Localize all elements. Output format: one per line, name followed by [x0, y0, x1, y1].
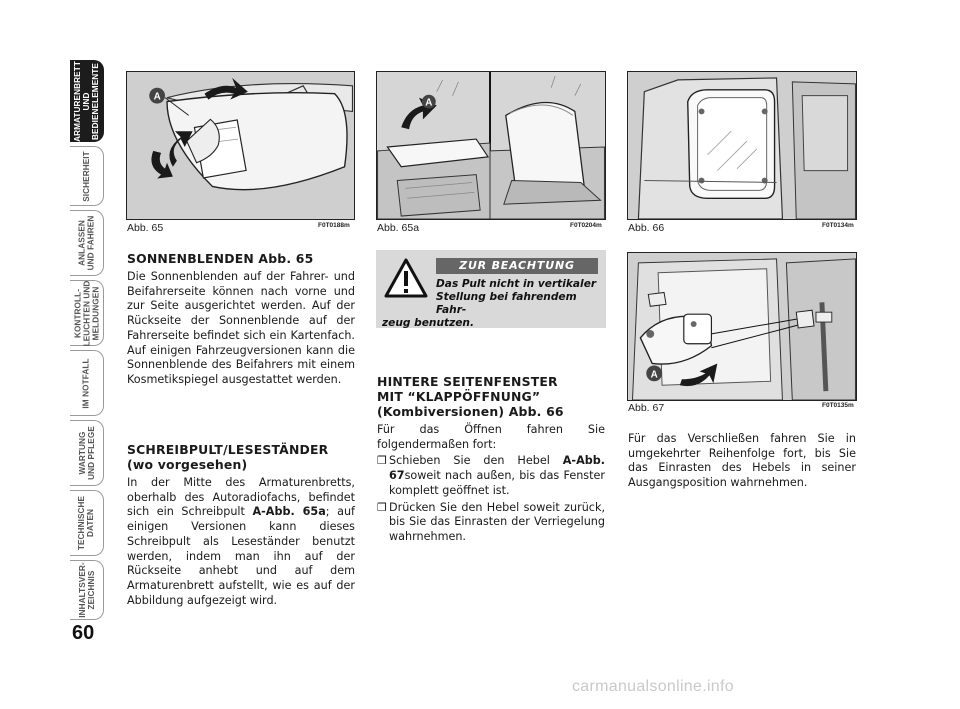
figure-window-lever — [627, 252, 857, 401]
section-schliessen — [628, 432, 856, 491]
section-heading: HINTERE SEITENFENSTER — [377, 374, 558, 389]
tab-sicherheit[interactable] — [70, 146, 104, 206]
section-heading: SCHREIBPULT/LESESTÄNDER — [127, 442, 329, 457]
section-seitenfenster — [377, 374, 605, 545]
checkbox-bullet-icon: ❒ — [377, 454, 387, 468]
paragraph: Die Sonnenblenden auf der Fahrer- und Beifahrerseite können nach vorne und zur Seite ausgerichtet werden. Auf der Rückseite der Sonnenblende auf der Fahrerseite befindet sich ein Kartenfach. Auf einigen Fahrzeugversionen kann die Sonnenblende des Beifahrers mit einem Kosmetikspiegel ausgestattet werden. — [127, 270, 355, 386]
tab-armaturenbrett[interactable] — [70, 60, 104, 142]
tab-label: IM NOTFALL — [82, 357, 91, 409]
side-window-illustration — [628, 72, 856, 219]
checkbox-bullet-icon: ❒ — [377, 500, 387, 514]
text-span: In der Mitte des Armaturenbretts, oberhalb des Autoradiofachs, befindet sich ein Schreibpult — [127, 476, 355, 519]
figure-code: F0T0188m — [318, 222, 350, 229]
list-item — [377, 501, 605, 545]
tab-technische-daten[interactable] — [70, 490, 104, 556]
tab-label: INHALTSVER- ZEICHNIS — [77, 562, 96, 618]
list-item-text — [389, 454, 605, 498]
chapter-tab-rail — [70, 60, 104, 620]
warning-text — [382, 278, 600, 330]
tab-anlassen[interactable] — [70, 210, 104, 276]
tab-label: WARTUNG UND PFLEGE — [77, 426, 96, 480]
warning-line: Stellung bei fahrendem Fahr- — [436, 291, 577, 316]
figure-reference: A-Abb. 67 — [389, 454, 605, 483]
text-span: ; auf einigen Versionen kann dieses Schreibpult als Leseständer benutzt werden, indem man ihn auf der Rückseite anhebt und auf dem Armaturenbrett aufstellt, wie es auf der Abbildung aufgezeigt wird. — [127, 505, 355, 607]
warning-line: zeug benutzen. — [382, 317, 474, 329]
figure-caption: Abb. 66 — [628, 222, 665, 234]
marker-a: A — [153, 91, 161, 103]
marker-a: A — [650, 369, 658, 381]
text-span: soweit nach außen, bis das Fenster komplett geöffnet ist. — [389, 469, 605, 497]
figure-side-window — [627, 71, 857, 220]
paragraph — [127, 476, 355, 608]
tab-label: KONTROLL- LEUCHTEN UND MELDUNGEN — [73, 280, 101, 346]
tab-wartung[interactable] — [70, 420, 104, 486]
figure-sun-visor — [126, 71, 355, 220]
section-heading: (Kombiversionen) Abb. 66 — [377, 404, 564, 419]
tab-im-notfall[interactable] — [70, 350, 104, 416]
figure-caption: Abb. 65a — [377, 222, 420, 234]
text-span: Schieben Sie den Hebel — [389, 454, 563, 468]
tab-label: SICHERHEIT — [82, 150, 91, 202]
section-subheading: (wo vorgesehen) — [127, 457, 248, 472]
figure-code: F0T0134m — [822, 222, 854, 229]
paragraph: Für das Verschließen fahren Sie in umgekehrter Reihenfolge fort, bis Sie das Einrasten des Hebels in seiner Ausgangsposition wahrnehmen. — [628, 432, 856, 490]
figure-writing-desk — [376, 71, 606, 220]
list-item-text: Drücken Sie den Hebel soweit zurück, bis Sie das Einrasten der Verriegelung wahrnehmen. — [389, 500, 605, 543]
section-sonnenblenden — [127, 251, 355, 388]
section-schreibpult — [127, 442, 355, 608]
figure-caption: Abb. 67 — [628, 402, 665, 414]
window-lever-illustration — [628, 253, 856, 400]
tab-inhaltsverzeichnis[interactable] — [70, 560, 104, 620]
marker-a: A — [425, 97, 433, 109]
figure-caption: Abb. 65 — [127, 222, 164, 234]
section-heading: MIT “KLAPPÖFFNUNG” — [377, 389, 541, 404]
tab-label: ANLASSEN UND FAHREN — [77, 215, 96, 271]
tab-label: ARMATURENBRETT UND BEDIENELEMENTE — [73, 60, 100, 142]
sun-visor-illustration — [127, 72, 354, 219]
figure-code: F0T0135m — [822, 402, 854, 409]
warning-line: Das Pult nicht in vertikaler — [436, 278, 597, 290]
paragraph: Für das Öffnen fahren Sie folgendermaßen fort: — [377, 423, 605, 451]
page-number: 60 — [72, 622, 95, 644]
tab-kontrollleuchten[interactable] — [70, 280, 104, 346]
figure-code: F0T0204m — [570, 222, 602, 229]
list-item — [377, 454, 605, 498]
figure-reference: A-Abb. 65a — [252, 505, 326, 519]
watermark: carmanualsonline.info — [572, 678, 734, 695]
warning-box — [376, 250, 606, 328]
writing-desk-illustration — [377, 72, 605, 219]
warning-banner: ZUR BEACHTUNG — [436, 258, 598, 274]
section-heading: SONNENBLENDEN Abb. 65 — [127, 251, 314, 266]
tab-label: TECHNISCHE DATEN — [77, 495, 96, 551]
